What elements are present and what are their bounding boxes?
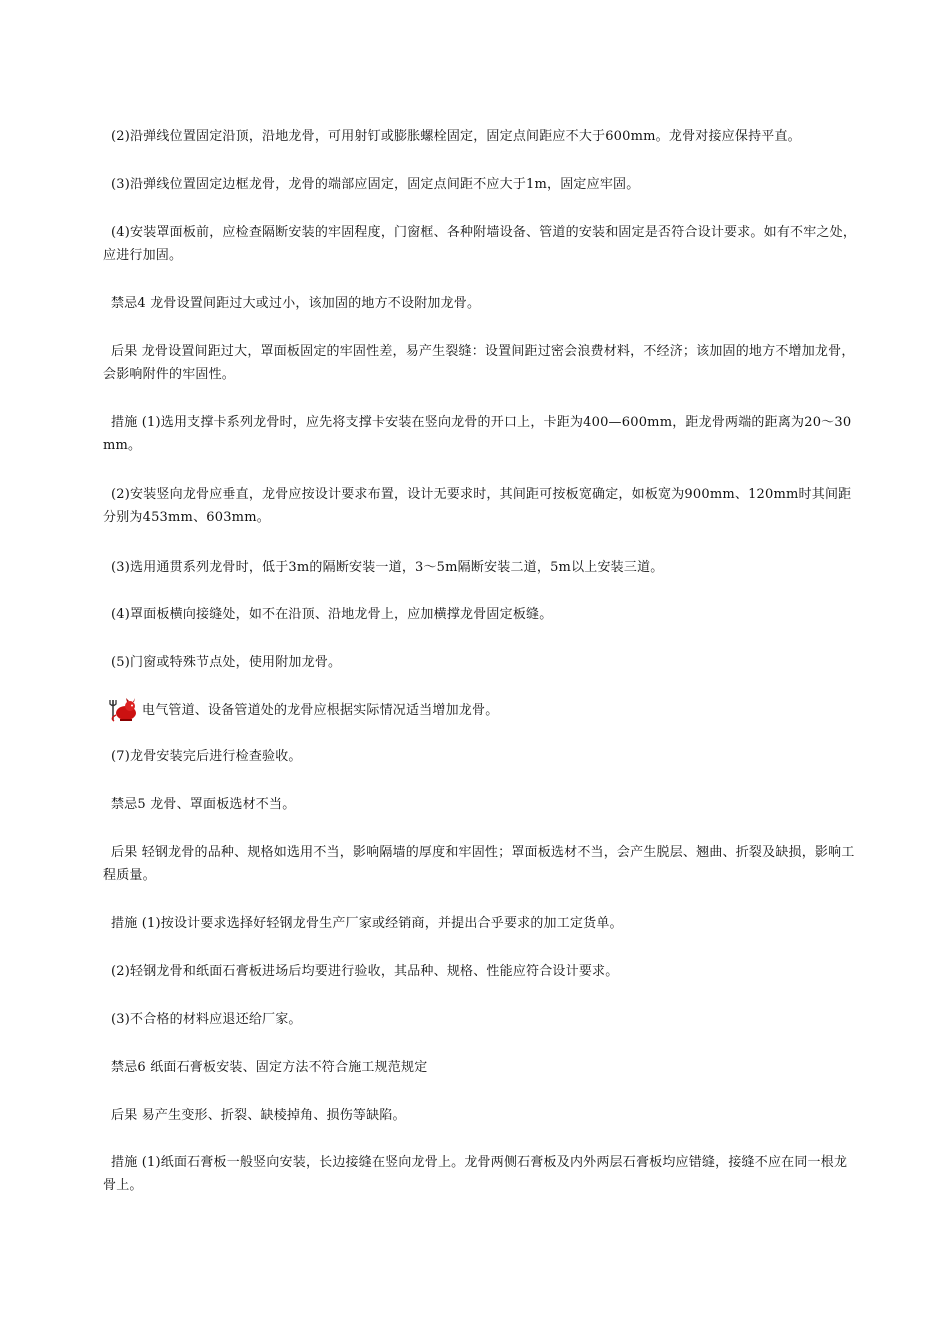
paragraph-frame-dragon-bone: (3)沿弹线位置固定边框龙骨，龙骨的端部应固定，固定点间距不应大于1m，固定应牢固。 <box>111 177 640 192</box>
taboo-4-measure-2: (2)安装竖向龙骨应垂直，龙骨应按设计要求布置，设计无要求时，其间距可按板宽确定，如板宽为900mm、120mm时其间距分别为453mm、603mm。 <box>103 487 852 525</box>
taboo-5-consequence: 后果 轻钢龙骨的品种、规格如选用不当，影响隔墙的厚度和牢固性；罩面板选材不当，会产生脱层、翘曲、折裂及缺损，影响工程质量。 <box>103 845 855 883</box>
taboo-4-measure-4: (4)罩面板横向接缝处，如不在沿顶、沿地龙骨上，应加横撑龙骨固定板缝。 <box>111 607 553 622</box>
paragraph-dragon-bone-fix-top-bottom: (2)沿弹线位置固定沿顶，沿地龙骨，可用射钉或膨胀螺栓固定，固定点间距应不大于600mm。龙骨对接应保持平直。 <box>111 129 801 144</box>
taboo-5-title: 禁忌5 龙骨、罩面板选材不当。 <box>111 797 296 812</box>
taboo-6-measure-1: 措施 (1)纸面石膏板一般竖向安装，长边接缝在竖向龙骨上。龙骨两侧石膏板及内外两层石膏板均应错缝，接缝不应在同一根龙骨上。 <box>103 1155 848 1193</box>
taboo-4-title: 禁忌4 龙骨设置间距过大或过小，该加固的地方不设附加龙骨。 <box>111 296 481 311</box>
devil-icon <box>108 698 142 722</box>
taboo-4-consequence: 后果 龙骨设置间距过大，罩面板固定的牢固性差，易产生裂缝：设置间距过密会浪费材料，不经济；该加固的地方不增加龙骨，会影响附件的牢固性。 <box>103 344 855 382</box>
taboo-5-measure-1: 措施 (1)按设计要求选择好轻钢龙骨生产厂家或经销商，并提出合乎要求的加工定货单。 <box>111 916 623 931</box>
taboo-4-measure-3: (3)选用通贯系列龙骨时，低于3m的隔断安装一道，3～5m隔断安装二道，5m以上安装三道。 <box>111 560 664 575</box>
taboo-4-measure-6-text: 电气管道、设备管道处的龙骨应根据实际情况适当增加龙骨。 <box>142 702 499 718</box>
taboo-4-measure-7: (7)龙骨安装完后进行检查验收。 <box>111 749 302 764</box>
taboo-6-consequence: 后果 易产生变形、折裂、缺棱掉角、损伤等缺陷。 <box>111 1108 406 1123</box>
taboo-5-measure-2: (2)轻钢龙骨和纸面石膏板进场后均要进行验收，其品种、规格、性能应符合设计要求。 <box>111 964 619 979</box>
taboo-6-title: 禁忌6 纸面石膏板安装、固定方法不符合施工规范规定 <box>111 1060 428 1075</box>
taboo-5-measure-3: (3)不合格的材料应退还给厂家。 <box>111 1012 302 1027</box>
taboo-4-measure-6-row <box>108 697 868 723</box>
taboo-4-measure-5: (5)门窗或特殊节点处，使用附加龙骨。 <box>111 655 342 670</box>
paragraph-check-before-panel: (4)安装罩面板前，应检查隔断安装的牢固程度，门窗框、各种附墙设备、管道的安装和固定是否符合设计要求。如有不牢之处，应进行加固。 <box>103 225 857 263</box>
taboo-4-measure-1: 措施 (1)选用支撑卡系列龙骨时，应先将支撑卡安装在竖向龙骨的开口上，卡距为400—600mm，距龙骨两端的距离为20～30mm。 <box>103 415 852 453</box>
